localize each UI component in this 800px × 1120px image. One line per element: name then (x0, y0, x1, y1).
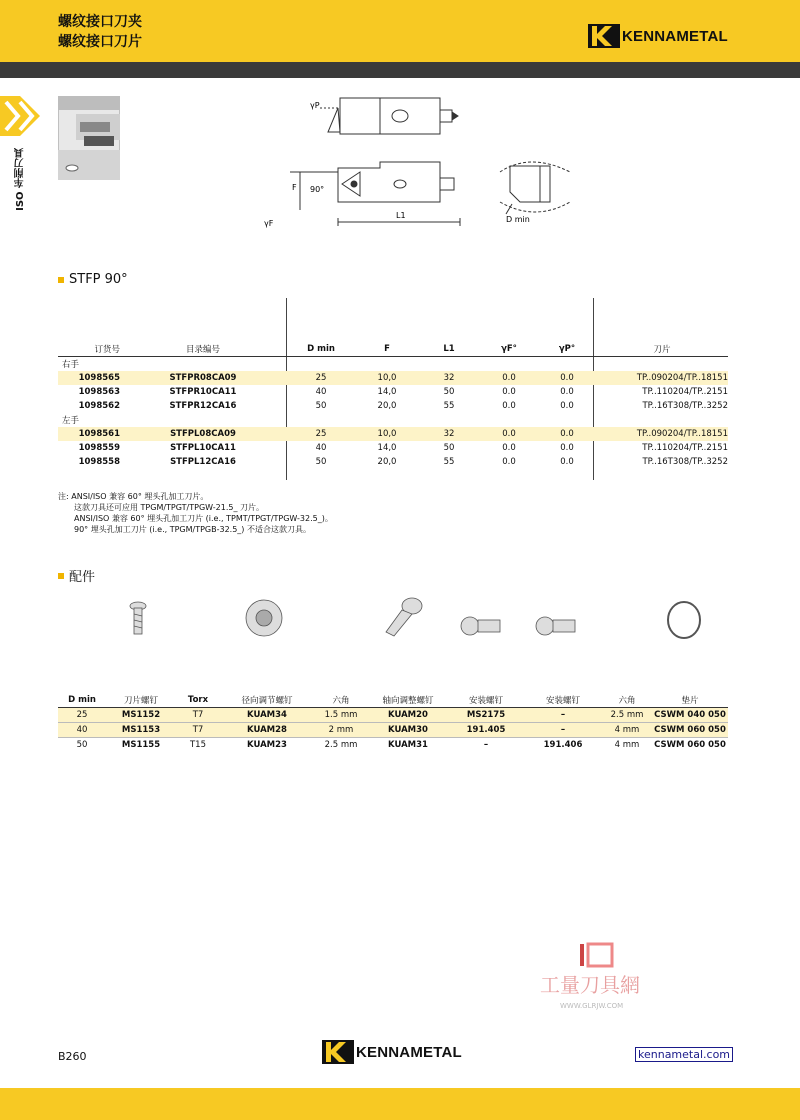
f-dimension-label: F (292, 183, 297, 192)
table-cell: MS1155 (121, 740, 161, 750)
header-dark-bar (0, 62, 800, 78)
page-subtitle: 螺纹接口刀片 (58, 34, 142, 50)
table-cell: KUAM34 (247, 710, 287, 720)
mounting-screw-2-icon (536, 617, 575, 635)
col-header-axial-screw: 轴向调整螺钉 (382, 696, 434, 706)
table-cell: 0.0 (502, 387, 516, 397)
col-header-hex: 六角 (332, 696, 350, 706)
watermark-title: 工量刀具網 (540, 973, 640, 997)
parts-table (58, 693, 728, 752)
table-cell: 55 (443, 457, 455, 467)
brand-name: KENNAMETAL (622, 27, 728, 45)
col-header-radial-screw: 径向调节螺钉 (241, 696, 293, 706)
table-cell: 1098562 (78, 401, 120, 411)
footer-brand-logo (322, 1040, 462, 1064)
table-cell: 0.0 (502, 457, 516, 467)
notes-block (58, 491, 333, 535)
table-cell: 0.0 (560, 373, 574, 383)
table-row (58, 399, 728, 413)
kennametal-k-icon (322, 1040, 354, 1064)
note-line: ANSI/ISO 兼容 60° 埋头孔加工刀片 (i.e., TPMT/TPGT/TPGW-32.5_)。 (74, 514, 333, 523)
table-cell: TP..110204/TP..2151 (642, 387, 728, 397)
col-header-mounting-screw: 安装螺钉 (468, 696, 503, 706)
table-cell: 0.0 (560, 387, 574, 397)
table-cell: KUAM28 (247, 725, 287, 735)
table-cell: 20,0 (377, 457, 397, 467)
table-cell: CSWM 060 050 (654, 740, 726, 750)
table-cell: STFPR10CA11 (169, 387, 237, 397)
table-cell: 1098559 (78, 443, 120, 453)
insert-screw-icon (130, 602, 146, 634)
table-cell: 191.406 (543, 740, 583, 750)
table-cell: 0.0 (560, 401, 574, 411)
table-cell: 50 (443, 443, 455, 453)
table-row (58, 723, 728, 738)
bullet-square-icon (58, 277, 64, 283)
table-cell: 14,0 (377, 443, 397, 453)
table-cell: 4 mm (614, 725, 640, 735)
table-cell: 50 (76, 740, 88, 750)
table-cell: KUAM23 (247, 740, 287, 750)
table-row (58, 455, 728, 469)
col-header-order-no: 订货号 (94, 345, 120, 355)
table-cell: 40 (76, 725, 88, 735)
page-number: B260 (58, 1050, 87, 1063)
group-label: 右手 (62, 360, 80, 370)
parts-illustrations (120, 596, 720, 646)
table-cell: T7 (192, 725, 204, 735)
note-line: 90° 埋头孔加工刀片 (i.e., TPGM/TPGB-32.5_) 不适合这款刀具。 (74, 525, 311, 534)
table-cell: TP..16T308/TP..3252 (642, 457, 728, 467)
table-cell: 4 mm (614, 740, 640, 750)
table-cell: TP..090204/TP..18151 (636, 429, 728, 439)
col-header-torx: Torx (187, 695, 209, 705)
col-header-catalog-no: 目录编号 (185, 345, 220, 355)
group-row (58, 413, 728, 427)
header-band (0, 0, 800, 62)
table-cell: 2.5 mm (324, 740, 358, 750)
table-cell: 50 (315, 401, 327, 411)
table-cell: 20,0 (377, 401, 397, 411)
kennametal-k-icon (588, 24, 620, 48)
table-cell: 10,0 (377, 429, 397, 439)
table-cell: 55 (443, 401, 455, 411)
table-cell: CSWM 040 050 (654, 710, 726, 720)
table-cell: 0.0 (502, 373, 516, 383)
table-cell: 0.0 (502, 429, 516, 439)
col-header-hex-2: 六角 (618, 696, 636, 706)
table-cell: 32 (443, 429, 455, 439)
dmin-label: D min (506, 215, 530, 224)
table-cell: TP..16T308/TP..3252 (642, 401, 728, 411)
table-cell: STFPR12CA16 (169, 401, 237, 411)
table-cell: STFPL08CA09 (170, 429, 236, 439)
table-cell: KUAM31 (388, 740, 428, 750)
table-cell: MS1152 (121, 710, 161, 720)
table-row (58, 371, 728, 385)
table-cell: KUAM20 (388, 710, 428, 720)
table-row (58, 385, 728, 399)
table-cell: STFPL12CA16 (170, 457, 236, 467)
table-cell: 0.0 (560, 429, 574, 439)
table-cell: – (560, 725, 566, 735)
col-header-insert-screw: 刀片螺钉 (123, 696, 158, 706)
table-row (58, 427, 728, 441)
table-cell: 0.0 (502, 401, 516, 411)
table-cell: 10,0 (377, 373, 397, 383)
table-cell: 0.0 (560, 457, 574, 467)
gamma-f-label: γF (264, 219, 274, 228)
table-cell: 1098563 (78, 387, 120, 397)
table-cell: – (483, 740, 489, 750)
footer-brand-name: KENNAMETAL (356, 1043, 462, 1061)
table-cell: 14,0 (377, 387, 397, 397)
table-row (58, 738, 728, 753)
table-row (58, 708, 728, 723)
col-header-shim: 垫片 (681, 696, 699, 706)
col-header-l1: L1 (443, 344, 455, 354)
table-cell: KUAM30 (388, 725, 428, 735)
table-cell: T15 (189, 740, 206, 750)
chevron-tab-icon (0, 96, 58, 136)
footer-band (0, 1088, 800, 1120)
col-header-mounting-screw-2: 安装螺钉 (545, 696, 580, 706)
group-label: 左手 (62, 416, 80, 426)
table-cell: 191.405 (466, 725, 506, 735)
table-cell: TP..090204/TP..18151 (636, 373, 728, 383)
table-cell: MS2175 (466, 710, 506, 720)
table-cell: 1098561 (78, 429, 120, 439)
col-header-gamma-p: γP° (558, 344, 576, 354)
table-cell: STFPL10CA11 (170, 443, 236, 453)
table-cell: 0.0 (560, 443, 574, 453)
toolholder-drawing (260, 92, 580, 232)
section-title-parts: 配件 (58, 566, 95, 585)
table-cell: 0.0 (502, 443, 516, 453)
toolholder-table (58, 342, 728, 469)
angle-label: 90° (310, 185, 325, 194)
note-line: 注: ANSI/ISO 兼容 60° 埋头孔加工刀片。 (58, 492, 209, 501)
table-cell: 32 (443, 373, 455, 383)
table-cell: 40 (315, 387, 327, 397)
table-cell: STFPR08CA09 (169, 373, 237, 383)
watermark-url: WWW.GLRJW.COM (560, 1002, 624, 1010)
col-header-insert: 刀片 (653, 345, 671, 355)
table-cell: 1098558 (78, 457, 120, 467)
shim-ring-icon (668, 602, 700, 638)
brand-logo (588, 24, 728, 48)
radial-adjusting-screw-icon (246, 600, 282, 636)
site-watermark (540, 940, 680, 1015)
col-header-dmin: D min (68, 695, 96, 705)
group-row (58, 357, 728, 372)
col-header-f: F (384, 344, 390, 354)
table-cell: 25 (315, 429, 327, 439)
website-link[interactable]: kennametal.com (635, 1047, 733, 1062)
table-cell: – (560, 710, 566, 720)
table-cell: 40 (315, 443, 327, 453)
page-title: 螺纹接口刀夹 (58, 14, 142, 30)
table-row (58, 441, 728, 455)
table-cell: 50 (315, 457, 327, 467)
table-cell: 2 mm (328, 725, 354, 735)
table-cell: T7 (192, 710, 204, 720)
section-title-stfp: STFP 90° (58, 272, 128, 287)
table-cell: 50 (443, 387, 455, 397)
table-cell: 1098565 (78, 373, 120, 383)
table-cell: 1.5 mm (324, 710, 358, 720)
table-cell: 25 (76, 710, 88, 720)
side-category-label: ISO 车削刀具 (15, 148, 26, 211)
note-line: 这款刀具还可应用 TPGM/TPGT/TPGW-21.5_ 刀片。 (74, 503, 264, 512)
table-cell: MS1153 (121, 725, 161, 735)
l1-dimension-label: L1 (396, 211, 406, 220)
mounting-screw-icon (461, 617, 500, 635)
col-header-gamma-f: γF° (501, 344, 517, 354)
table-cell: 25 (315, 373, 327, 383)
col-header-dmin: D min (307, 344, 335, 354)
application-thumbnail (58, 96, 120, 180)
axial-adjusting-screw-icon (386, 598, 422, 636)
bullet-square-icon (58, 573, 64, 579)
table-cell: 2.5 mm (610, 710, 644, 720)
gamma-p-label: γP (310, 101, 320, 110)
table-cell: TP..110204/TP..2151 (642, 443, 728, 453)
table-cell: CSWM 060 050 (654, 725, 726, 735)
